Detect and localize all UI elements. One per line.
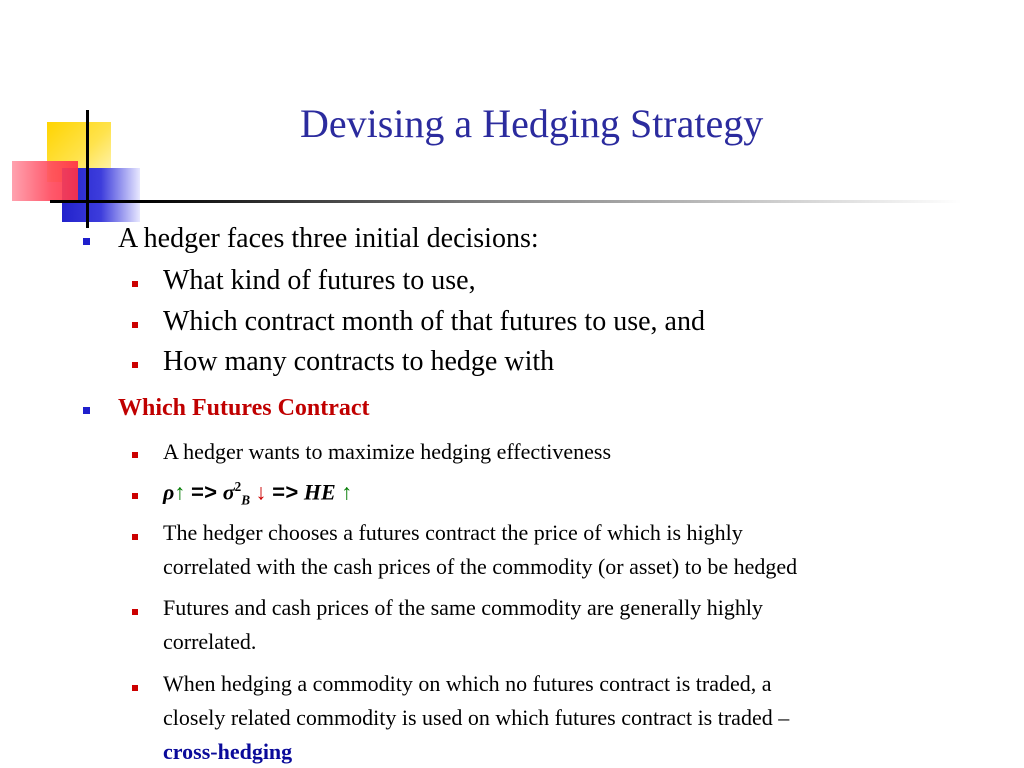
sigma-subscript: B xyxy=(241,492,250,508)
sub-bullet-marker xyxy=(132,534,138,540)
sub-bullet-marker xyxy=(132,609,138,615)
title-divider-line xyxy=(50,200,962,203)
key-term: cross-hedging xyxy=(163,739,293,764)
implies-symbol: => xyxy=(190,481,218,507)
sub-bullet-marker xyxy=(132,685,138,691)
hedging-formula xyxy=(163,479,352,509)
down-arrow-icon: ↓ xyxy=(255,479,267,505)
decorative-red-square xyxy=(12,161,78,201)
sub-bullet-marker xyxy=(132,452,138,458)
bullet-marker xyxy=(83,407,90,414)
sub-bullet-text: The hedger chooses a futures contract the price of which is highly xyxy=(163,520,743,545)
up-arrow-icon: ↑ xyxy=(174,479,186,505)
sub-bullet-marker xyxy=(132,362,138,368)
sub-bullet-marker xyxy=(132,322,138,328)
sub-bullet-text: What kind of futures to use, xyxy=(163,265,476,296)
sub-bullet-text-continued: closely related commodity is used on which futures contract is traded – xyxy=(163,705,790,730)
sub-bullet-text-continued: correlated. xyxy=(163,629,257,654)
implies-symbol: => xyxy=(272,481,299,507)
bullet-marker xyxy=(83,238,90,245)
sub-bullet-text: Futures and cash prices of the same commodity are generally highly xyxy=(163,595,763,620)
sub-bullet-text: A hedger wants to maximize hedging effectiveness xyxy=(163,439,612,464)
sigma-superscript: 2 xyxy=(234,479,242,494)
sub-bullet-text: Which contract month of that futures to use, and xyxy=(163,306,705,337)
bullet-text: A hedger faces three initial decisions: xyxy=(118,223,539,254)
up-arrow-icon: ↑ xyxy=(341,479,353,505)
page-title: Devising a Hedging Strategy xyxy=(300,101,764,146)
decorative-vertical-line xyxy=(86,110,89,228)
sub-bullet-marker xyxy=(132,281,138,287)
sub-bullet-marker xyxy=(132,493,138,499)
sub-bullet-text-continued: correlated with the cash prices of the commodity (or asset) to be hedged xyxy=(163,554,798,579)
section-heading: Which Futures Contract xyxy=(118,395,370,421)
sub-bullet-text: When hedging a commodity on which no futures contract is traded, a xyxy=(163,671,772,696)
sub-bullet-text: How many contracts to hedge with xyxy=(163,346,555,377)
hedging-effectiveness-symbol: HE xyxy=(303,479,336,505)
rho-symbol: ρ xyxy=(163,479,175,505)
sigma-symbol: σ xyxy=(222,479,235,505)
